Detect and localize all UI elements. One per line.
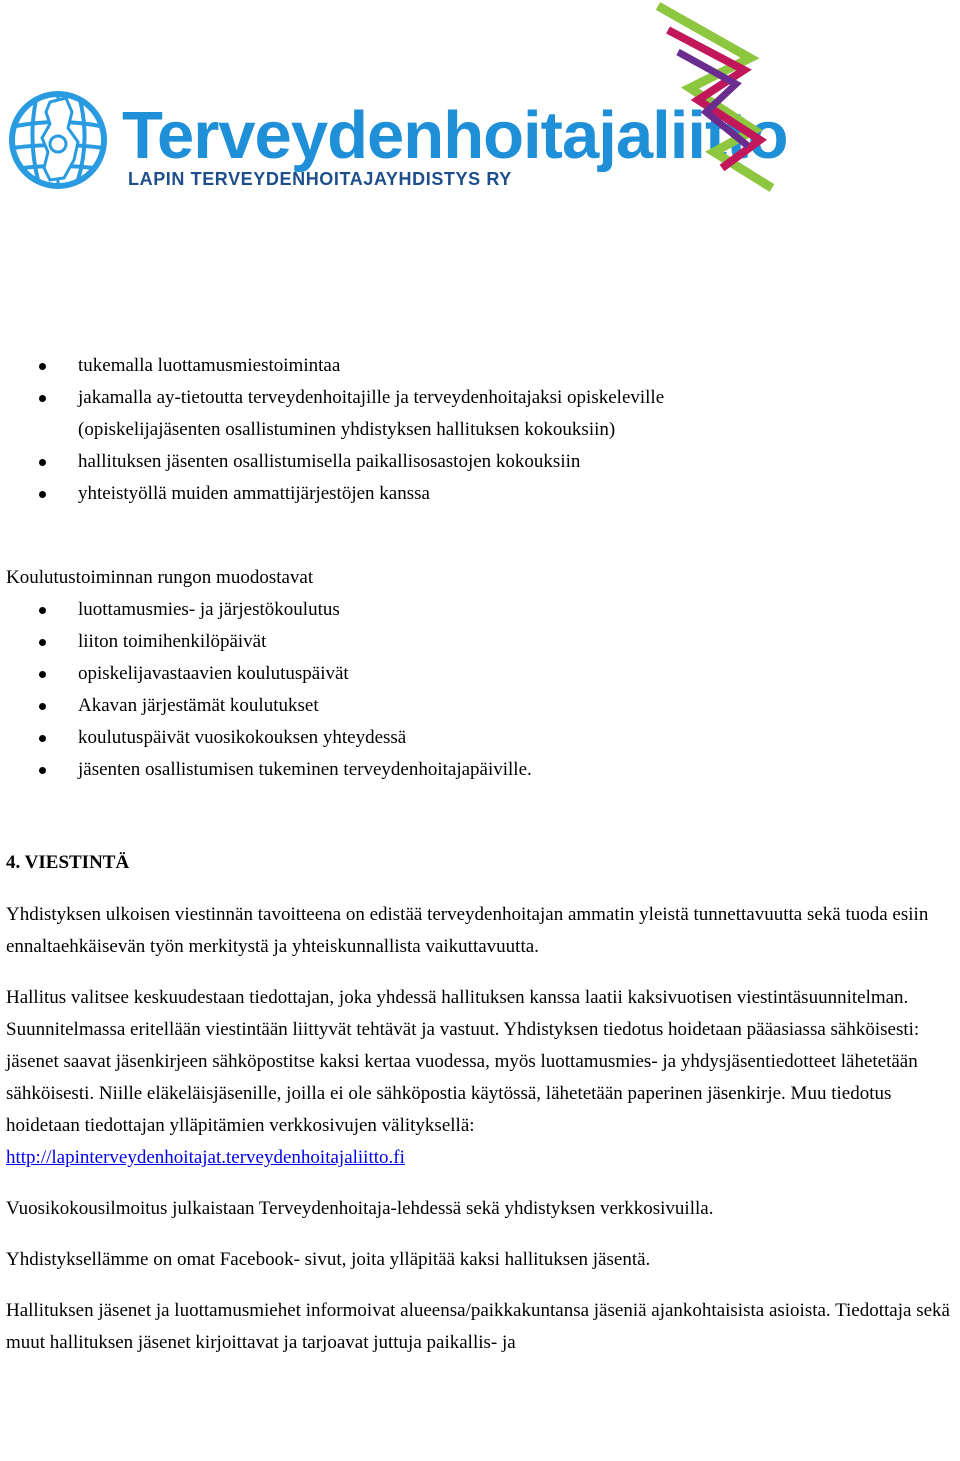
website-link[interactable]: http://lapinterveydenhoitajat.terveydenhoitajaliitto.fi <box>6 1147 405 1168</box>
paragraph-communication-plan <box>6 982 954 1174</box>
bullet-icon <box>39 363 46 370</box>
list-item: (opiskelijajäsenten osallistuminen yhdistyksen hallituksen kokouksiin) <box>78 419 616 440</box>
bullet-icon <box>39 703 46 710</box>
training-list <box>6 594 954 786</box>
training-intro: Koulutustoiminnan rungon muodostavat <box>6 567 314 588</box>
zigzag-stripes-icon <box>650 0 780 195</box>
paragraph-annual-meeting: Vuosikokousilmoitus julkaistaan Terveydenhoitaja-lehdessä sekä yhdistyksen verkkosivuilla. <box>6 1198 714 1219</box>
paragraph-board-members: Hallituksen jäsenet ja luottamusmiehet informoivat alueensa/paikkakuntansa jäseniä ajankohtaisista asioista. Tiedottaja sekä muut hallituksen jäsenet kirjoittavat ja tarjoavat juttuja paikallis- ja <box>6 1300 950 1353</box>
bullet-icon <box>39 395 46 402</box>
list-item: tukemalla luottamusmiestoimintaa <box>6 350 954 382</box>
list-item: luottamusmies- ja järjestökoulutus <box>6 594 954 626</box>
list-item: opiskelijavastaavien koulutuspäivät <box>6 658 954 690</box>
bullet-icon <box>39 491 46 498</box>
paragraph-facebook: Yhdistyksellämme on omat Facebook- sivut, joita ylläpitää kaksi hallituksen jäsentä. <box>6 1249 651 1270</box>
document-header <box>0 0 960 200</box>
list-item: jakamalla ay-tietoutta terveydenhoitajille ja terveydenhoitajaksi opiskeleville <box>6 382 954 414</box>
support-list <box>6 350 954 510</box>
list-item: jäsenten osallistumisen tukeminen terveydenhoitajapäiville. <box>6 754 954 786</box>
bullet-icon <box>39 607 46 614</box>
list-item: yhteistyöllä muiden ammattijärjestöjen kanssa <box>6 478 954 510</box>
finland-map-globe-icon <box>6 88 118 192</box>
document-body <box>6 350 954 1359</box>
bullet-icon <box>39 671 46 678</box>
bullet-icon <box>39 735 46 742</box>
association-name: LAPIN TERVEYDENHOITAJAYHDISTYS RY <box>128 169 512 189</box>
paragraph-goals: Yhdistyksen ulkoisen viestinnän tavoitteena on edistää terveydenhoitajan ammatin yleistä tunnettavuutta sekä tuoda esiin ennaltaehkäisevän työn merkitystä ja yhteiskunnallista vaikuttavuutta. <box>6 904 929 957</box>
bullet-icon <box>39 459 46 466</box>
list-item: Akavan järjestämät koulutukset <box>6 690 954 722</box>
bullet-icon <box>39 639 46 646</box>
list-item: koulutuspäivät vuosikokouksen yhteydessä <box>6 722 954 754</box>
section-heading: 4. VIESTINTÄ <box>6 852 130 873</box>
bullet-icon <box>39 767 46 774</box>
organization-name: Terveydenhoitajaliitto <box>122 98 788 173</box>
paragraph-text: Hallitus valitsee keskuudestaan tiedottajan, joka yhdessä hallituksen kanssa laatii kaksivuotisen viestintäsuunnitelman. Suunnitelmassa eritellään viestintään liittyvät tehtävät ja vastuut. Yhdistyksen tiedotus hoidetaan pääasiassa sähköisesti: jäsenet saavat jäsenkirjeen sähköpostitse kaksi kertaa vuodessa, myös luottamusmies- ja yhdysjäsentiedotteet lähetetään sähköisesti. Niille eläkeläisjäsenille, joilla ei ole sähköpostia käytössä, lähetetään paperinen jäsenkirje. Muu tiedotus hoidetaan tiedottajan ylläpitämien verkkosivujen välityksellä: <box>6 987 920 1136</box>
list-item: liiton toimihenkilöpäivät <box>6 626 954 658</box>
list-item: hallituksen jäsenten osallistumisella paikallisosastojen kokouksiin <box>6 446 954 478</box>
